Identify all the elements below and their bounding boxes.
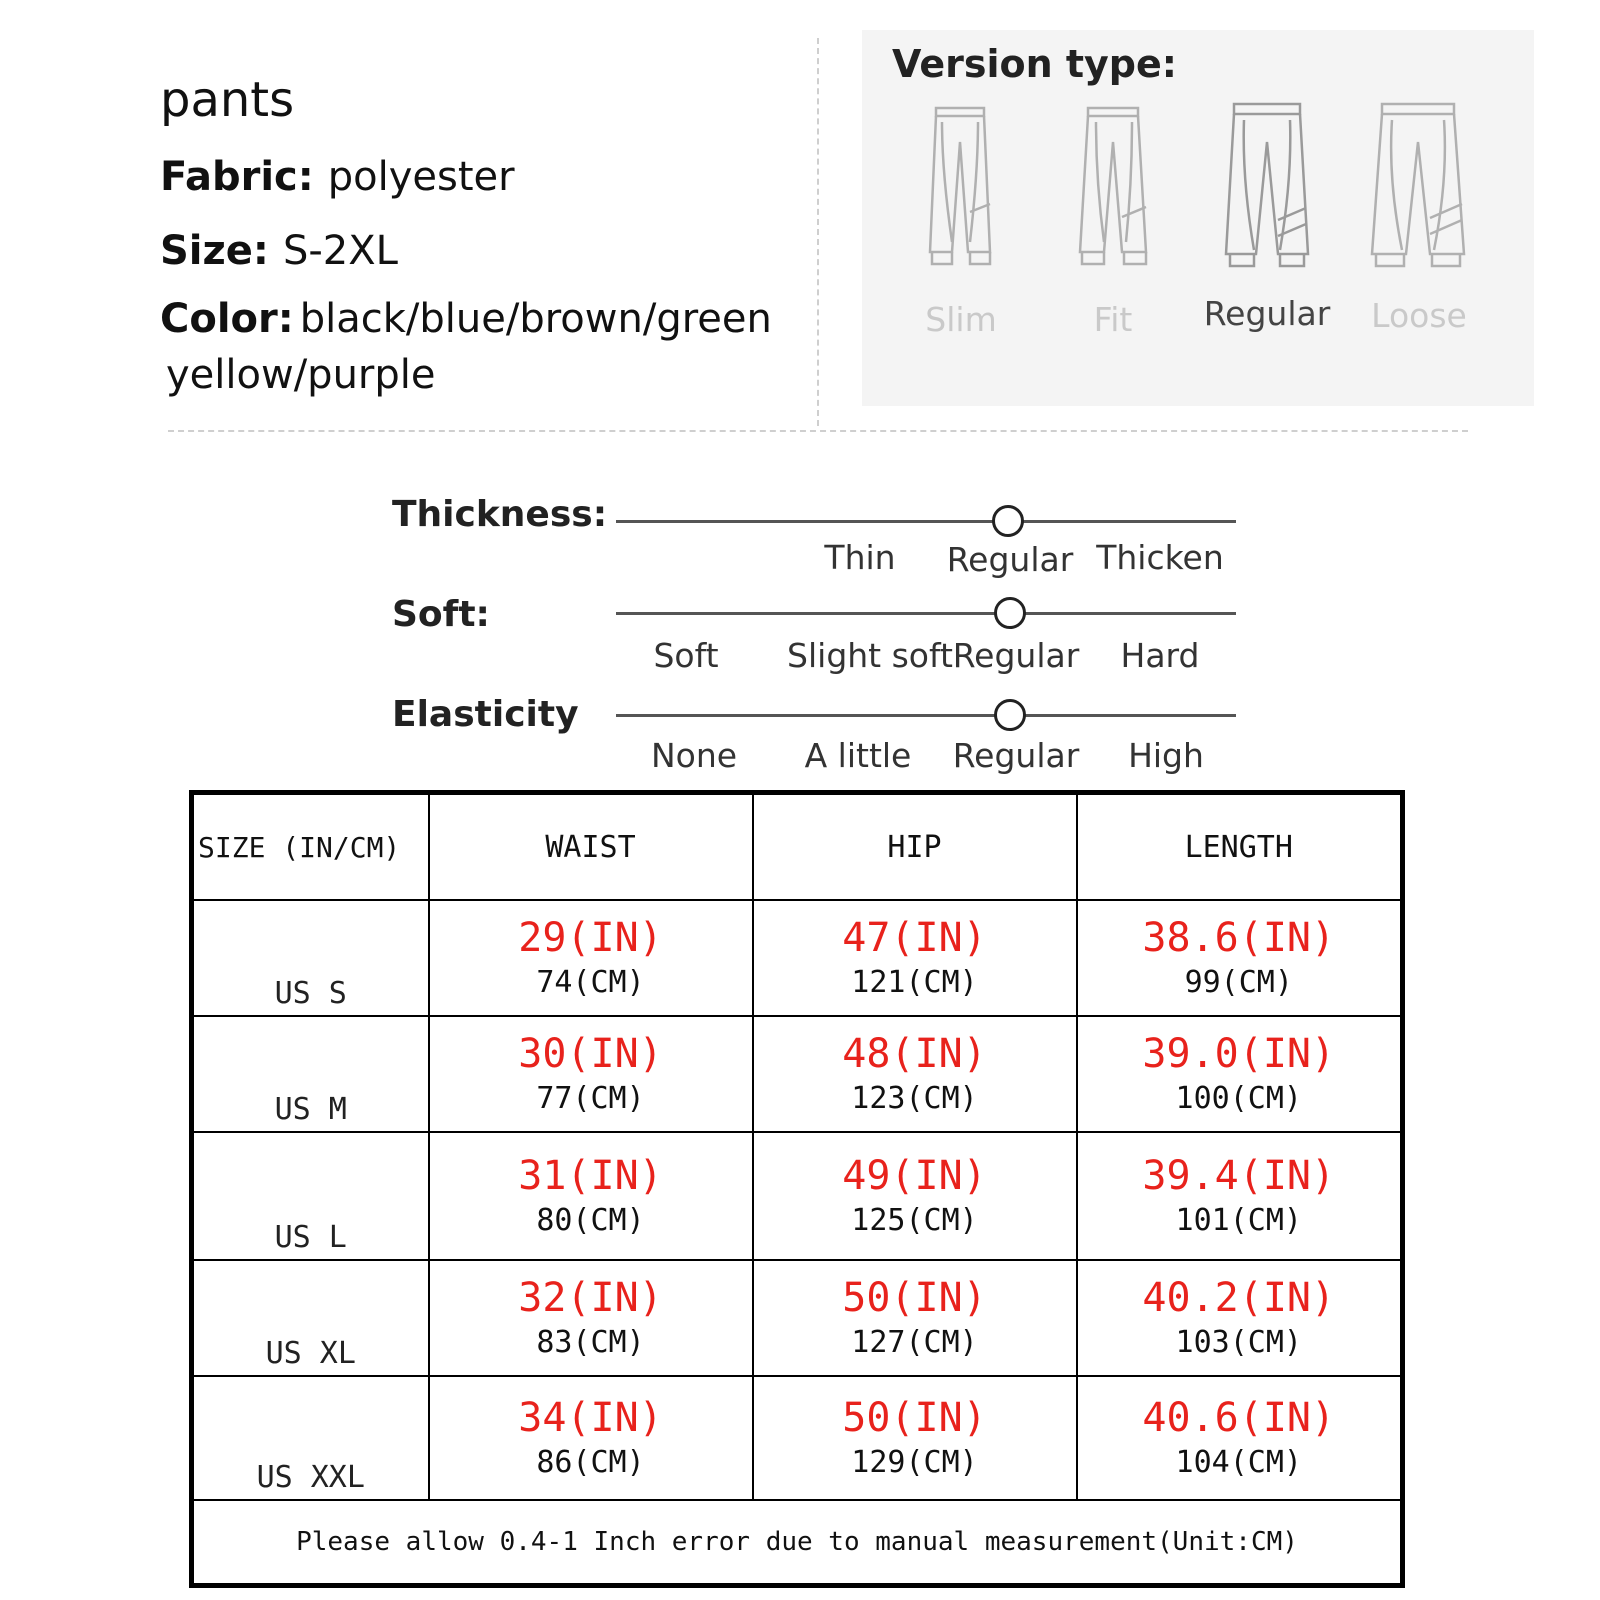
waist-cm: 80(CM)	[536, 1203, 645, 1238]
header-size: SIZE (IN/CM)	[192, 793, 429, 901]
waist-inches: 29(IN)	[518, 915, 663, 961]
waist-cell	[429, 1260, 753, 1376]
thickness-option-regular: Regular	[946, 540, 1074, 579]
elasticity-marker	[994, 699, 1026, 731]
length-cm: 99(CM)	[1184, 965, 1293, 1000]
size-cell: US XXL	[192, 1376, 429, 1500]
waist-cell	[429, 900, 753, 1016]
fabric-line	[160, 154, 515, 200]
soft-option-slight-soft: Slight soft	[787, 636, 953, 675]
waist-inches: 30(IN)	[518, 1031, 663, 1077]
table-header-row	[192, 793, 1403, 901]
fit-pants-icon	[1074, 102, 1154, 282]
length-inches: 39.0(IN)	[1142, 1031, 1336, 1077]
waist-cm: 86(CM)	[536, 1445, 645, 1480]
header-hip: HIP	[753, 793, 1077, 901]
thickness-scale	[616, 520, 1236, 523]
regular-pants-icon	[1222, 102, 1312, 282]
size-label: Size:	[160, 228, 269, 274]
soft-marker	[994, 597, 1026, 629]
slim-pants-icon	[922, 102, 1002, 282]
version-option-regular: Regular	[1203, 294, 1331, 333]
size-chart-table	[189, 790, 1405, 1588]
vertical-divider	[817, 38, 819, 426]
waist-cell	[429, 1376, 753, 1500]
hip-cell	[753, 1260, 1077, 1376]
soft-label: Soft:	[392, 594, 490, 635]
length-cell	[1077, 1016, 1403, 1132]
hip-cell	[753, 1376, 1077, 1500]
hip-inches: 50(IN)	[842, 1275, 987, 1321]
length-cm: 104(CM)	[1175, 1445, 1302, 1480]
thickness-option-thin: Thin	[824, 538, 896, 577]
hip-cm: 125(CM)	[851, 1203, 978, 1238]
version-option-fit: Fit	[1093, 300, 1133, 339]
color-line	[160, 296, 772, 342]
hip-cm: 129(CM)	[851, 1445, 978, 1480]
hip-inches: 49(IN)	[842, 1153, 987, 1199]
waist-cm: 74(CM)	[536, 965, 645, 1000]
length-inches: 39.4(IN)	[1142, 1153, 1336, 1199]
soft-option-soft: Soft	[653, 636, 719, 675]
waist-cell	[429, 1016, 753, 1132]
elasticity-option-a-little: A little	[804, 736, 912, 775]
length-cell	[1077, 1260, 1403, 1376]
waist-cm: 77(CM)	[536, 1081, 645, 1116]
length-inches: 40.6(IN)	[1142, 1395, 1336, 1441]
hip-cell	[753, 1132, 1077, 1260]
length-inches: 38.6(IN)	[1142, 915, 1336, 961]
length-cell	[1077, 1132, 1403, 1260]
waist-inches: 32(IN)	[518, 1275, 663, 1321]
version-option-loose: Loose	[1371, 296, 1467, 335]
hip-cm: 121(CM)	[851, 965, 978, 1000]
thickness-option-thicken: Thicken	[1096, 538, 1224, 577]
elasticity-option-regular: Regular	[952, 736, 1080, 775]
length-cm: 101(CM)	[1175, 1203, 1302, 1238]
waist-cell	[429, 1132, 753, 1260]
version-type-title: Version type:	[892, 42, 1177, 86]
table-row	[192, 1376, 1403, 1500]
header-waist: WAIST	[429, 793, 753, 901]
version-option-slim: Slim	[925, 300, 997, 339]
hip-inches: 48(IN)	[842, 1031, 987, 1077]
thickness-label: Thickness:	[392, 494, 608, 535]
color-value-line2: yellow/purple	[166, 352, 436, 398]
color-value-line1: black/blue/brown/green	[299, 296, 772, 342]
size-cell: US L	[192, 1132, 429, 1260]
size-cell: US S	[192, 900, 429, 1016]
length-cm: 103(CM)	[1175, 1325, 1302, 1360]
length-cell	[1077, 1376, 1403, 1500]
horizontal-divider	[168, 430, 1468, 432]
thickness-marker	[992, 505, 1024, 537]
soft-scale	[616, 612, 1236, 615]
waist-cm: 83(CM)	[536, 1325, 645, 1360]
color-label: Color:	[160, 296, 294, 342]
product-title: pants	[160, 72, 295, 128]
loose-pants-icon	[1370, 102, 1466, 282]
length-cm: 100(CM)	[1175, 1081, 1302, 1116]
table-row	[192, 1132, 1403, 1260]
waist-inches: 31(IN)	[518, 1153, 663, 1199]
length-inches: 40.2(IN)	[1142, 1275, 1336, 1321]
hip-cm: 127(CM)	[851, 1325, 978, 1360]
hip-cell	[753, 1016, 1077, 1132]
table-row	[192, 900, 1403, 1016]
table-row	[192, 1016, 1403, 1132]
size-cell: US M	[192, 1016, 429, 1132]
elasticity-option-high: High	[1128, 736, 1204, 775]
fabric-label: Fabric:	[160, 154, 314, 200]
header-length: LENGTH	[1077, 793, 1403, 901]
soft-option-regular: Regular	[952, 636, 1080, 675]
table-row	[192, 1260, 1403, 1376]
elasticity-label: Elasticity	[392, 694, 579, 735]
version-type-panel	[862, 30, 1534, 406]
elasticity-option-none: None	[650, 736, 738, 775]
hip-inches: 47(IN)	[842, 915, 987, 961]
waist-inches: 34(IN)	[518, 1395, 663, 1441]
hip-inches: 50(IN)	[842, 1395, 987, 1441]
size-cell: US XL	[192, 1260, 429, 1376]
fabric-value: polyester	[327, 154, 515, 200]
hip-cm: 123(CM)	[851, 1081, 978, 1116]
table-note-row	[192, 1500, 1403, 1586]
soft-option-hard: Hard	[1120, 636, 1200, 675]
size-line	[160, 228, 398, 274]
hip-cell	[753, 900, 1077, 1016]
size-value: S-2XL	[282, 228, 398, 274]
length-cell	[1077, 900, 1403, 1016]
measurement-note: Please allow 0.4-1 Inch error due to manual measurement(Unit:CM)	[192, 1500, 1403, 1586]
elasticity-scale	[616, 714, 1236, 717]
